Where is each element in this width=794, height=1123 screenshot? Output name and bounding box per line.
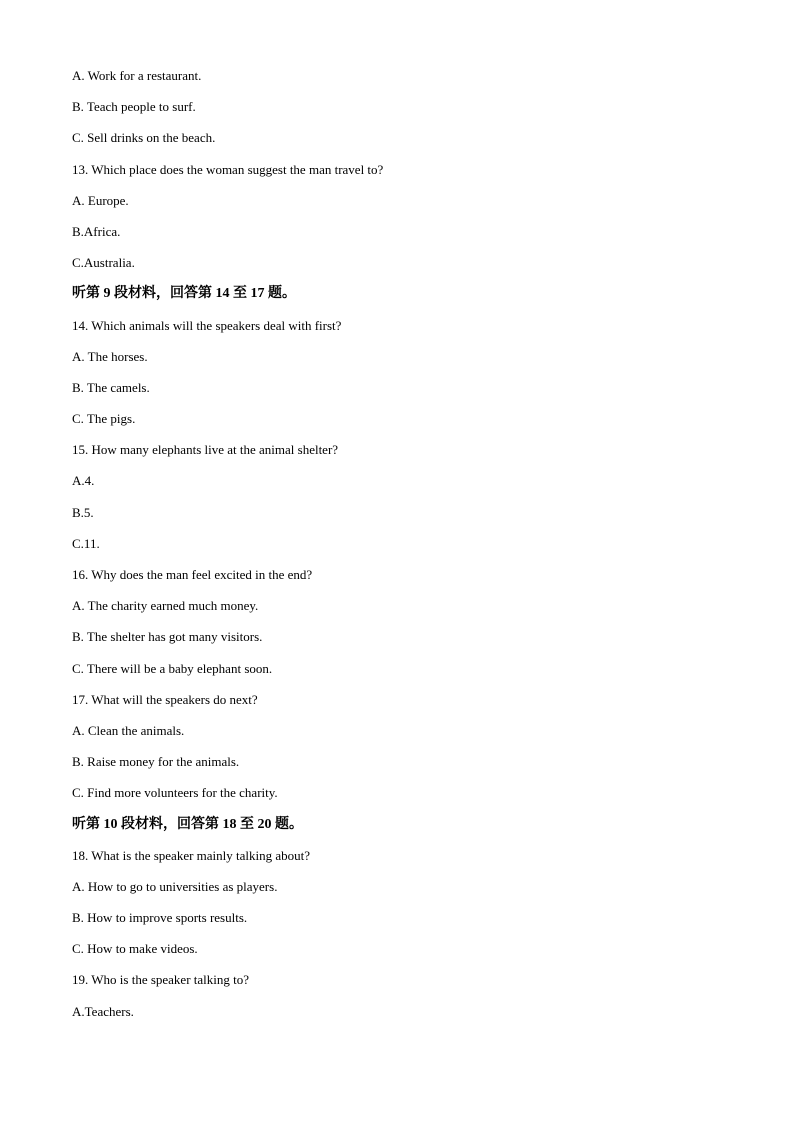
option-text: A. The horses.	[72, 348, 148, 364]
option-text: C. Find more volunteers for the charity.	[72, 785, 278, 801]
option-text: C. Sell drinks on the beach.	[72, 130, 216, 146]
option-text: B. How to improve sports results.	[72, 910, 248, 926]
option-text: C. The pigs.	[72, 411, 136, 427]
option-text: B. Teach people to surf.	[72, 99, 196, 115]
option-text: C. How to make videos.	[72, 941, 198, 957]
option-text: C.Australia.	[72, 255, 135, 271]
question-text: 15. How many elephants live at the animal shelter?	[72, 442, 339, 458]
option-text: B.5.	[72, 504, 94, 520]
option-text: C.11.	[72, 535, 100, 551]
option-text: B. The camels.	[72, 379, 150, 395]
question-text: 19. Who is the speaker talking to?	[72, 972, 250, 988]
option-text: A. Europe.	[72, 192, 129, 208]
question-text: 16. Why does the man feel excited in the end?	[72, 567, 313, 582]
question-text: 13. Which place does the woman suggest the man travel to?	[72, 161, 384, 177]
option-text: A. How to go to universities as players.	[72, 878, 278, 894]
option-text: A.4.	[72, 473, 95, 489]
option-text: A. Work for a restaurant.	[72, 68, 202, 83]
question-text: 17. What will the speakers do next?	[72, 691, 258, 707]
option-text: B. Raise money for the animals.	[72, 754, 240, 770]
question-text: 14. Which animals will the speakers deal with first?	[72, 317, 342, 333]
option-text: A. Clean the animals.	[72, 722, 185, 738]
option-text: C. There will be a baby elephant soon.	[72, 660, 273, 676]
option-text: B.Africa.	[72, 223, 121, 239]
section-heading: 听第 10 段材料，回答第 18 至 20 题。	[72, 816, 303, 832]
section-heading: 听第 9 段材料，回答第 14 至 17 题。	[72, 286, 296, 302]
document-page	[72, 66, 752, 1033]
question-text: 18. What is the speaker mainly talking about?	[72, 847, 311, 863]
option-text: B. The shelter has got many visitors.	[72, 629, 263, 645]
option-text: A.Teachers.	[72, 1003, 134, 1019]
option-text: A. The charity earned much money.	[72, 598, 259, 614]
